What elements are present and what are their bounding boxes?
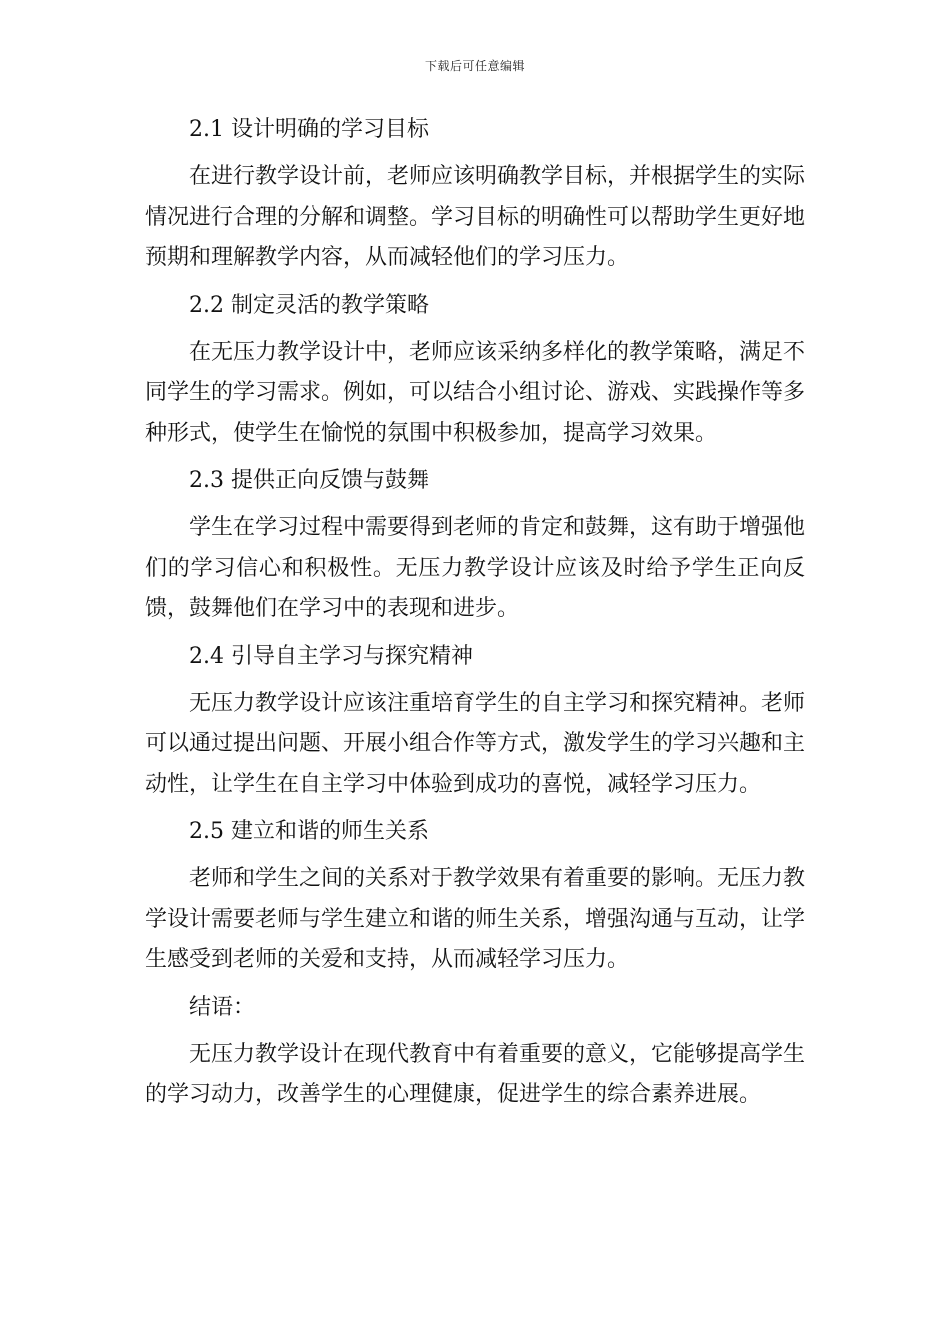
section-paragraph: 在无压力教学设计中，老师应该采纳多样化的教学策略，满足不同学生的学习需求。例如，可以结合小组讨论、游戏、实践操作等多种形式，使学生在愉悦的氛围中积极参加，提高学习效果。 [145,339,806,446]
conclusion-heading: 结语： [189,994,256,1020]
section-paragraph: 学生在学习过程中需要得到老师的肯定和鼓舞，这有助于增强他们的学习信心和积极性。无压力教学设计应该及时给予学生正向反馈，鼓舞他们在学习中的表现和进步。 [145,515,806,621]
page-header-note: 下载后可任意编辑 [424,59,525,73]
section-heading: 2.4 引导自主学习与探究精神 [189,643,473,669]
section-heading: 2.3 提供正向反馈与鼓舞 [189,468,429,493]
section-paragraph: 无压力教学设计应该注重培育学生的自主学习和探究精神。老师可以通过提出问题、开展小组合作等方式，激发学生的学习兴趣和主动性，让学生在自主学习中体验到成功的喜悦，减轻学习压力。 [145,690,806,797]
section-paragraph: 老师和学生之间的关系对于教学效果有着重要的影响。无压力教学设计需要老师与学生建立和谐的师生关系，增强沟通与互动，让学生感受到老师的关爱和支持，从而减轻学习压力。 [145,866,806,972]
section-heading: 2.1 设计明确的学习目标 [189,117,429,142]
section-heading: 2.5 建立和谐的师生关系 [189,819,429,844]
conclusion-paragraph: 无压力教学设计在现代教育中有着重要的意义，它能够提高学生的学习动力，改善学生的心理健康，促进学生的综合素养进展。 [145,1041,806,1107]
document-body [145,108,805,1121]
section-heading: 2.2 制定灵活的教学策略 [189,292,429,318]
section-paragraph: 在进行教学设计前，老师应该明确教学目标，并根据学生的实际情况进行合理的分解和调整。学习目标的明确性可以帮助学生更好地预期和理解教学内容，从而减轻他们的学习压力。 [145,164,806,270]
